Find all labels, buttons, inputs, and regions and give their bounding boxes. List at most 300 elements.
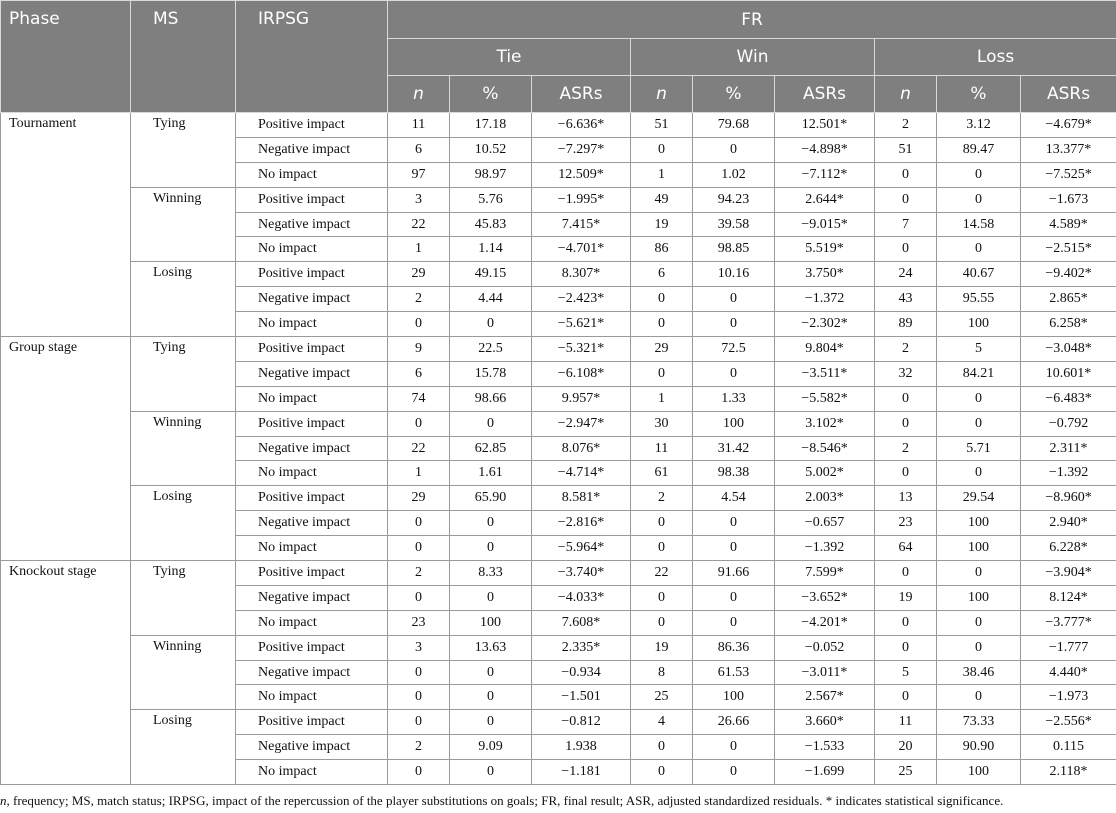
win-percent-cell: 0 [693, 536, 775, 561]
loss-percent-cell: 90.90 [937, 735, 1021, 760]
tie-n-cell: 3 [388, 635, 450, 660]
tie-n-cell: 22 [388, 212, 450, 237]
loss-percent-cell: 100 [937, 585, 1021, 610]
win-percent-cell: 91.66 [693, 561, 775, 586]
loss-n-cell: 0 [875, 187, 937, 212]
irpsg-cell: No impact [236, 461, 388, 486]
ms-cell: Tying [131, 113, 236, 188]
loss-n-cell: 0 [875, 162, 937, 187]
loss-asr-cell: 4.440* [1021, 660, 1116, 685]
tie-asr-cell: 7.415* [532, 212, 631, 237]
tie-asr-cell: −1.501 [532, 685, 631, 710]
tie-percent-cell: 62.85 [450, 436, 532, 461]
loss-n-cell: 23 [875, 511, 937, 536]
win-percent-cell: 61.53 [693, 660, 775, 685]
tie-percent-cell: 0 [450, 585, 532, 610]
table-row [1, 710, 1116, 735]
win-n-cell: 4 [631, 710, 693, 735]
win-percent-cell: 10.16 [693, 262, 775, 287]
tie-n-cell: 29 [388, 262, 450, 287]
loss-asr-cell: −1.777 [1021, 635, 1116, 660]
tie-percent-cell: 0 [450, 536, 532, 561]
irpsg-cell: Negative impact [236, 287, 388, 312]
win-asr-cell: 3.660* [775, 710, 875, 735]
tie-percent-cell: 0 [450, 511, 532, 536]
loss-n-cell: 0 [875, 461, 937, 486]
win-asr-cell: 3.750* [775, 262, 875, 287]
header-percent: % [937, 76, 1021, 113]
win-asr-cell: −4.898* [775, 137, 875, 162]
tie-asr-cell: −1.181 [532, 760, 631, 785]
win-percent-cell: 100 [693, 411, 775, 436]
header-asrs: ASRs [532, 76, 631, 113]
irpsg-cell: Positive impact [236, 486, 388, 511]
loss-asr-cell: −3.777* [1021, 610, 1116, 635]
loss-percent-cell: 0 [937, 610, 1021, 635]
loss-percent-cell: 100 [937, 536, 1021, 561]
irpsg-cell: No impact [236, 312, 388, 337]
tie-n-cell: 74 [388, 386, 450, 411]
win-asr-cell: −2.302* [775, 312, 875, 337]
loss-percent-cell: 0 [937, 561, 1021, 586]
irpsg-cell: Positive impact [236, 262, 388, 287]
loss-asr-cell: −7.525* [1021, 162, 1116, 187]
loss-percent-cell: 100 [937, 511, 1021, 536]
irpsg-cell: Positive impact [236, 411, 388, 436]
tie-n-cell: 0 [388, 511, 450, 536]
table-row [1, 561, 1116, 586]
loss-n-cell: 11 [875, 710, 937, 735]
win-percent-cell: 4.54 [693, 486, 775, 511]
loss-asr-cell: −2.556* [1021, 710, 1116, 735]
table-footnote [0, 793, 1116, 809]
win-asr-cell: −8.546* [775, 436, 875, 461]
tie-percent-cell: 15.78 [450, 361, 532, 386]
tie-percent-cell: 17.18 [450, 113, 532, 138]
win-percent-cell: 0 [693, 361, 775, 386]
tie-percent-cell: 49.15 [450, 262, 532, 287]
loss-percent-cell: 0 [937, 386, 1021, 411]
win-percent-cell: 100 [693, 685, 775, 710]
win-asr-cell: 2.644* [775, 187, 875, 212]
tie-asr-cell: −2.816* [532, 511, 631, 536]
win-asr-cell: 2.567* [775, 685, 875, 710]
loss-n-cell: 0 [875, 635, 937, 660]
ms-cell: Winning [131, 187, 236, 262]
win-asr-cell: 5.519* [775, 237, 875, 262]
tie-percent-cell: 8.33 [450, 561, 532, 586]
loss-asr-cell: −2.515* [1021, 237, 1116, 262]
table-row [1, 411, 1116, 436]
loss-asr-cell: −1.392 [1021, 461, 1116, 486]
tie-n-cell: 0 [388, 312, 450, 337]
header-irpsg: IRPSG [236, 1, 388, 113]
loss-percent-cell: 89.47 [937, 137, 1021, 162]
tie-asr-cell: 8.076* [532, 436, 631, 461]
loss-percent-cell: 100 [937, 760, 1021, 785]
tie-n-cell: 97 [388, 162, 450, 187]
win-n-cell: 11 [631, 436, 693, 461]
irpsg-cell: Positive impact [236, 635, 388, 660]
ms-cell: Tying [131, 561, 236, 636]
tie-percent-cell: 1.61 [450, 461, 532, 486]
tie-asr-cell: 9.957* [532, 386, 631, 411]
loss-asr-cell: 0.115 [1021, 735, 1116, 760]
win-n-cell: 0 [631, 137, 693, 162]
tie-n-cell: 6 [388, 361, 450, 386]
loss-n-cell: 7 [875, 212, 937, 237]
loss-asr-cell: −9.402* [1021, 262, 1116, 287]
tie-percent-cell: 10.52 [450, 137, 532, 162]
irpsg-cell: Negative impact [236, 660, 388, 685]
irpsg-cell: No impact [236, 386, 388, 411]
tie-asr-cell: −4.033* [532, 585, 631, 610]
win-n-cell: 1 [631, 386, 693, 411]
win-percent-cell: 26.66 [693, 710, 775, 735]
loss-n-cell: 2 [875, 436, 937, 461]
loss-percent-cell: 0 [937, 411, 1021, 436]
tie-n-cell: 2 [388, 561, 450, 586]
loss-percent-cell: 5.71 [937, 436, 1021, 461]
tie-percent-cell: 9.09 [450, 735, 532, 760]
table-row [1, 635, 1116, 660]
win-n-cell: 0 [631, 287, 693, 312]
tie-n-cell: 2 [388, 735, 450, 760]
irpsg-cell: Positive impact [236, 113, 388, 138]
tie-asr-cell: −2.947* [532, 411, 631, 436]
win-percent-cell: 0 [693, 760, 775, 785]
irpsg-cell: Positive impact [236, 710, 388, 735]
loss-asr-cell: 4.589* [1021, 212, 1116, 237]
irpsg-cell: Negative impact [236, 511, 388, 536]
win-asr-cell: −9.015* [775, 212, 875, 237]
loss-percent-cell: 29.54 [937, 486, 1021, 511]
loss-asr-cell: −1.673 [1021, 187, 1116, 212]
tie-asr-cell: −5.621* [532, 312, 631, 337]
tie-percent-cell: 0 [450, 760, 532, 785]
tie-percent-cell: 13.63 [450, 635, 532, 660]
tie-percent-cell: 65.90 [450, 486, 532, 511]
win-asr-cell: −7.112* [775, 162, 875, 187]
loss-percent-cell: 3.12 [937, 113, 1021, 138]
phase-cell: Tournament [1, 113, 131, 337]
ms-cell: Winning [131, 635, 236, 710]
table-body [1, 113, 1116, 785]
win-percent-cell: 39.58 [693, 212, 775, 237]
tie-percent-cell: 100 [450, 610, 532, 635]
win-asr-cell: −1.392 [775, 536, 875, 561]
ms-cell: Losing [131, 710, 236, 785]
ms-cell: Winning [131, 411, 236, 486]
tie-n-cell: 0 [388, 411, 450, 436]
irpsg-cell: Negative impact [236, 735, 388, 760]
irpsg-cell: Negative impact [236, 212, 388, 237]
footnote-text: , frequency; MS, match status; IRPSG, impact of the repercussion of the player substitutions on goals; FR, final result; ASR, adjusted standardized residuals. * indicates statistical significance. [6, 793, 1004, 808]
loss-n-cell: 24 [875, 262, 937, 287]
tie-percent-cell: 5.76 [450, 187, 532, 212]
loss-percent-cell: 40.67 [937, 262, 1021, 287]
irpsg-cell: Positive impact [236, 561, 388, 586]
win-percent-cell: 0 [693, 312, 775, 337]
tie-asr-cell: −4.714* [532, 461, 631, 486]
win-n-cell: 25 [631, 685, 693, 710]
loss-n-cell: 89 [875, 312, 937, 337]
header-group-tie: Tie [388, 39, 631, 76]
irpsg-cell: Negative impact [236, 137, 388, 162]
win-n-cell: 0 [631, 536, 693, 561]
loss-asr-cell: −1.973 [1021, 685, 1116, 710]
loss-n-cell: 32 [875, 361, 937, 386]
win-asr-cell: −3.652* [775, 585, 875, 610]
loss-asr-cell: −8.960* [1021, 486, 1116, 511]
loss-asr-cell: −4.679* [1021, 113, 1116, 138]
irpsg-cell: Positive impact [236, 337, 388, 362]
irpsg-cell: No impact [236, 685, 388, 710]
win-percent-cell: 98.38 [693, 461, 775, 486]
header-phase: Phase [1, 1, 131, 113]
loss-n-cell: 25 [875, 760, 937, 785]
header-percent: % [693, 76, 775, 113]
header-asrs: ASRs [1021, 76, 1116, 113]
loss-n-cell: 64 [875, 536, 937, 561]
win-n-cell: 19 [631, 635, 693, 660]
loss-asr-cell: −3.048* [1021, 337, 1116, 362]
tie-percent-cell: 45.83 [450, 212, 532, 237]
win-asr-cell: −5.582* [775, 386, 875, 411]
loss-n-cell: 5 [875, 660, 937, 685]
win-n-cell: 0 [631, 760, 693, 785]
tie-asr-cell: 8.307* [532, 262, 631, 287]
win-asr-cell: −0.052 [775, 635, 875, 660]
tie-n-cell: 23 [388, 610, 450, 635]
tie-n-cell: 1 [388, 461, 450, 486]
header-n: n [388, 76, 450, 113]
win-percent-cell: 0 [693, 735, 775, 760]
win-percent-cell: 0 [693, 137, 775, 162]
header-asrs: ASRs [775, 76, 875, 113]
loss-percent-cell: 0 [937, 635, 1021, 660]
win-asr-cell: −1.699 [775, 760, 875, 785]
header-n: n [875, 76, 937, 113]
irpsg-cell: No impact [236, 760, 388, 785]
loss-asr-cell: 6.228* [1021, 536, 1116, 561]
win-asr-cell: −3.011* [775, 660, 875, 685]
loss-asr-cell: 8.124* [1021, 585, 1116, 610]
loss-percent-cell: 0 [937, 237, 1021, 262]
loss-n-cell: 13 [875, 486, 937, 511]
tie-percent-cell: 0 [450, 660, 532, 685]
loss-percent-cell: 14.58 [937, 212, 1021, 237]
loss-n-cell: 0 [875, 411, 937, 436]
tie-percent-cell: 4.44 [450, 287, 532, 312]
loss-asr-cell: −0.792 [1021, 411, 1116, 436]
win-n-cell: 6 [631, 262, 693, 287]
tie-asr-cell: −7.297* [532, 137, 631, 162]
loss-percent-cell: 0 [937, 187, 1021, 212]
loss-n-cell: 0 [875, 237, 937, 262]
loss-n-cell: 2 [875, 337, 937, 362]
win-percent-cell: 98.85 [693, 237, 775, 262]
tie-percent-cell: 22.5 [450, 337, 532, 362]
header-ms: MS [131, 1, 236, 113]
tie-n-cell: 22 [388, 436, 450, 461]
loss-asr-cell: 10.601* [1021, 361, 1116, 386]
header-n: n [631, 76, 693, 113]
loss-n-cell: 51 [875, 137, 937, 162]
loss-percent-cell: 0 [937, 685, 1021, 710]
win-asr-cell: −4.201* [775, 610, 875, 635]
loss-asr-cell: 6.258* [1021, 312, 1116, 337]
win-n-cell: 1 [631, 162, 693, 187]
loss-asr-cell: −6.483* [1021, 386, 1116, 411]
loss-percent-cell: 0 [937, 162, 1021, 187]
loss-n-cell: 0 [875, 386, 937, 411]
tie-n-cell: 9 [388, 337, 450, 362]
tie-percent-cell: 0 [450, 710, 532, 735]
win-asr-cell: 3.102* [775, 411, 875, 436]
tie-n-cell: 0 [388, 660, 450, 685]
loss-n-cell: 0 [875, 561, 937, 586]
win-percent-cell: 86.36 [693, 635, 775, 660]
tie-n-cell: 6 [388, 137, 450, 162]
win-asr-cell: 7.599* [775, 561, 875, 586]
irpsg-cell: No impact [236, 610, 388, 635]
irpsg-cell: Negative impact [236, 361, 388, 386]
win-percent-cell: 31.42 [693, 436, 775, 461]
tie-asr-cell: −6.636* [532, 113, 631, 138]
loss-percent-cell: 73.33 [937, 710, 1021, 735]
win-n-cell: 2 [631, 486, 693, 511]
win-n-cell: 51 [631, 113, 693, 138]
win-n-cell: 0 [631, 735, 693, 760]
tie-n-cell: 0 [388, 685, 450, 710]
loss-n-cell: 19 [875, 585, 937, 610]
ms-cell: Losing [131, 262, 236, 337]
tie-asr-cell: 7.608* [532, 610, 631, 635]
tie-asr-cell: −5.321* [532, 337, 631, 362]
win-percent-cell: 72.5 [693, 337, 775, 362]
tie-asr-cell: −4.701* [532, 237, 631, 262]
loss-percent-cell: 38.46 [937, 660, 1021, 685]
table-row [1, 113, 1116, 138]
irpsg-cell: Positive impact [236, 187, 388, 212]
win-n-cell: 61 [631, 461, 693, 486]
loss-n-cell: 20 [875, 735, 937, 760]
win-n-cell: 19 [631, 212, 693, 237]
tie-percent-cell: 98.66 [450, 386, 532, 411]
loss-percent-cell: 95.55 [937, 287, 1021, 312]
win-percent-cell: 0 [693, 610, 775, 635]
tie-asr-cell: 1.938 [532, 735, 631, 760]
win-percent-cell: 1.02 [693, 162, 775, 187]
win-asr-cell: −0.657 [775, 511, 875, 536]
tie-n-cell: 0 [388, 585, 450, 610]
tie-percent-cell: 98.97 [450, 162, 532, 187]
irpsg-cell: Negative impact [236, 436, 388, 461]
tie-asr-cell: −5.964* [532, 536, 631, 561]
tie-percent-cell: 1.14 [450, 237, 532, 262]
win-n-cell: 0 [631, 312, 693, 337]
footnote-n-symbol: n [0, 793, 7, 808]
win-asr-cell: −1.372 [775, 287, 875, 312]
irpsg-cell: No impact [236, 237, 388, 262]
win-n-cell: 49 [631, 187, 693, 212]
win-asr-cell: 5.002* [775, 461, 875, 486]
tie-percent-cell: 0 [450, 312, 532, 337]
win-asr-cell: −1.533 [775, 735, 875, 760]
loss-percent-cell: 84.21 [937, 361, 1021, 386]
table-row [1, 337, 1116, 362]
loss-asr-cell: 13.377* [1021, 137, 1116, 162]
loss-n-cell: 0 [875, 610, 937, 635]
tie-n-cell: 0 [388, 760, 450, 785]
tie-n-cell: 3 [388, 187, 450, 212]
win-asr-cell: −3.511* [775, 361, 875, 386]
win-n-cell: 22 [631, 561, 693, 586]
tie-asr-cell: −3.740* [532, 561, 631, 586]
loss-asr-cell: 2.311* [1021, 436, 1116, 461]
tie-asr-cell: 8.581* [532, 486, 631, 511]
win-n-cell: 0 [631, 585, 693, 610]
header-group-win: Win [631, 39, 875, 76]
win-percent-cell: 79.68 [693, 113, 775, 138]
win-percent-cell: 0 [693, 585, 775, 610]
header-fr: FR [388, 1, 1116, 39]
phase-cell: Knockout stage [1, 561, 131, 785]
table-row [1, 262, 1116, 287]
loss-asr-cell: 2.940* [1021, 511, 1116, 536]
win-n-cell: 86 [631, 237, 693, 262]
loss-asr-cell: 2.865* [1021, 287, 1116, 312]
loss-n-cell: 43 [875, 287, 937, 312]
ms-cell: Losing [131, 486, 236, 561]
win-n-cell: 8 [631, 660, 693, 685]
loss-percent-cell: 0 [937, 461, 1021, 486]
tie-n-cell: 29 [388, 486, 450, 511]
win-percent-cell: 94.23 [693, 187, 775, 212]
loss-asr-cell: 2.118* [1021, 760, 1116, 785]
tie-n-cell: 2 [388, 287, 450, 312]
tie-asr-cell: −1.995* [532, 187, 631, 212]
win-n-cell: 0 [631, 511, 693, 536]
win-percent-cell: 1.33 [693, 386, 775, 411]
tie-n-cell: 0 [388, 710, 450, 735]
win-asr-cell: 2.003* [775, 486, 875, 511]
ms-cell: Tying [131, 337, 236, 412]
table-row [1, 187, 1116, 212]
irpsg-cell: Negative impact [236, 585, 388, 610]
loss-percent-cell: 5 [937, 337, 1021, 362]
phase-cell: Group stage [1, 337, 131, 561]
tie-asr-cell: −0.812 [532, 710, 631, 735]
table-row [1, 486, 1116, 511]
irpsg-cell: No impact [236, 536, 388, 561]
tie-n-cell: 0 [388, 536, 450, 561]
irpsg-cell: No impact [236, 162, 388, 187]
loss-asr-cell: −3.904* [1021, 561, 1116, 586]
tie-percent-cell: 0 [450, 411, 532, 436]
win-n-cell: 0 [631, 610, 693, 635]
tie-asr-cell: −6.108* [532, 361, 631, 386]
win-n-cell: 0 [631, 361, 693, 386]
table-header [1, 1, 1116, 113]
loss-percent-cell: 100 [937, 312, 1021, 337]
loss-n-cell: 2 [875, 113, 937, 138]
win-n-cell: 30 [631, 411, 693, 436]
tie-asr-cell: 2.335* [532, 635, 631, 660]
win-n-cell: 29 [631, 337, 693, 362]
tie-asr-cell: −0.934 [532, 660, 631, 685]
